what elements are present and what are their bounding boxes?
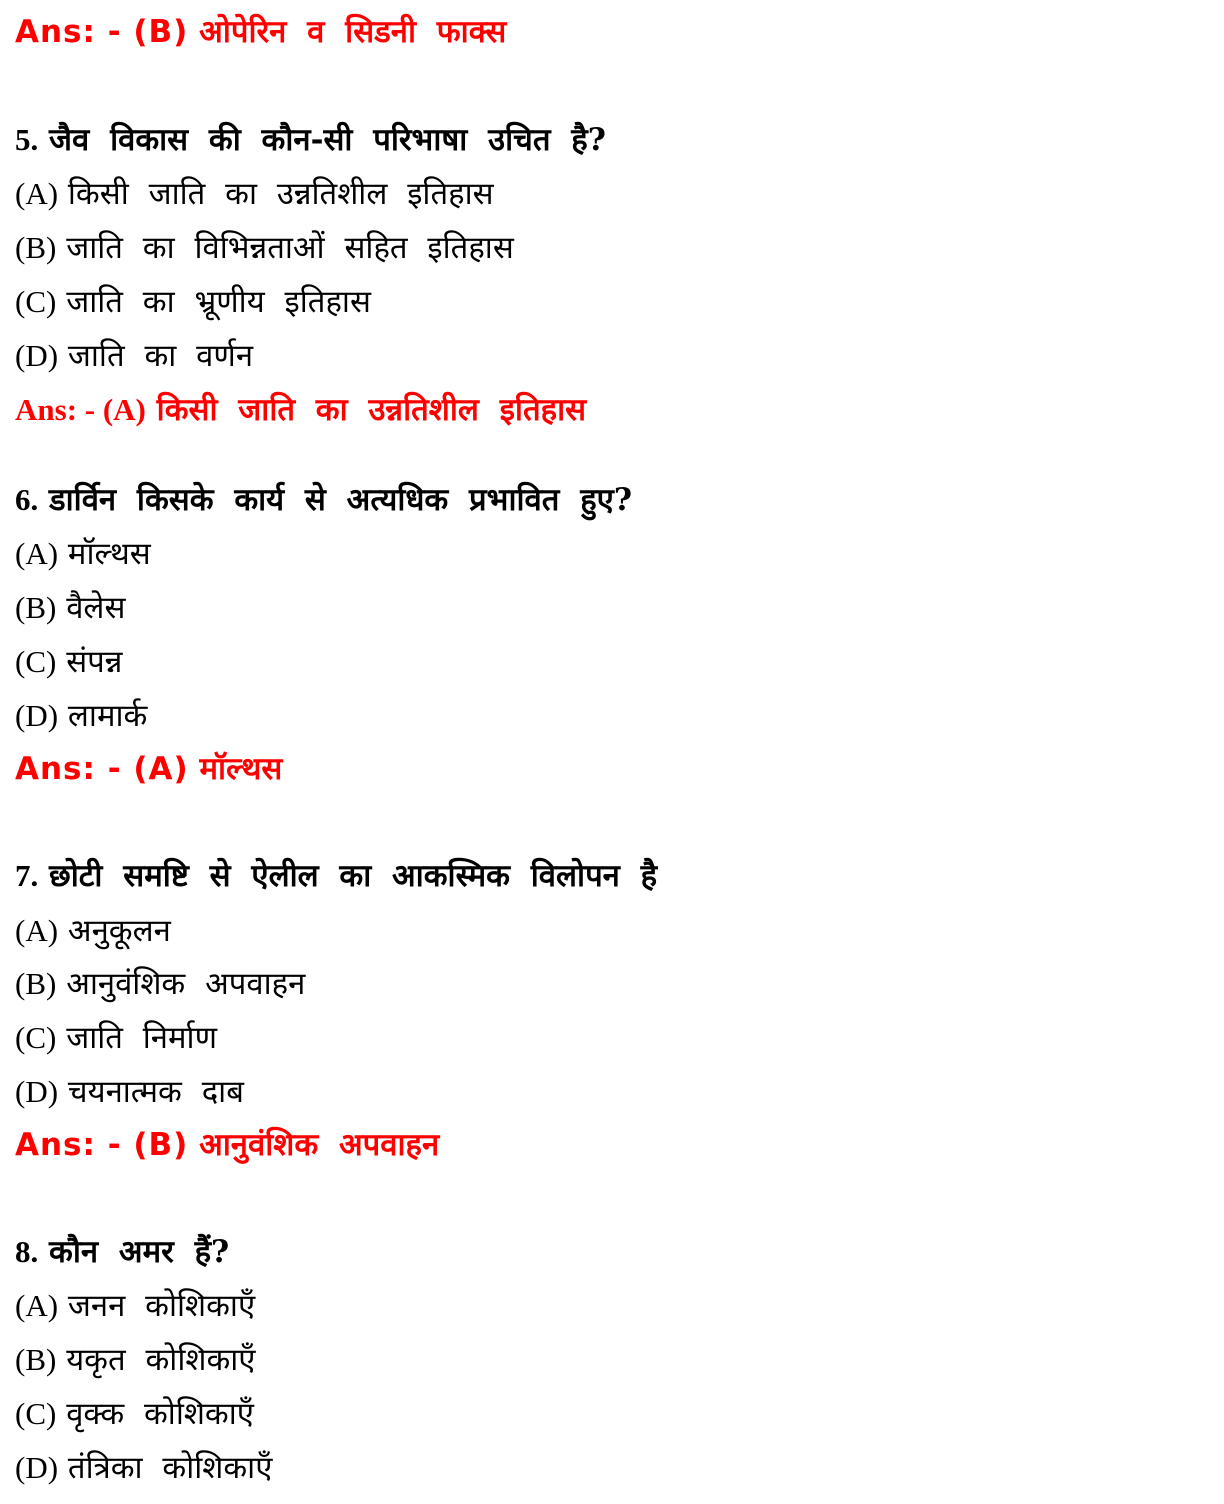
option-key: (A) <box>15 1288 59 1323</box>
question-text: डार्विन किसके कार्य से अत्यधिक प्रभावित हुए? <box>49 482 632 518</box>
option-b <box>15 228 514 268</box>
question-7 <box>15 856 657 896</box>
question-number: 6. <box>15 482 39 517</box>
option-key: (D) <box>15 698 59 733</box>
option-c <box>15 1394 254 1434</box>
option-key: (C) <box>15 284 57 319</box>
option-c <box>15 1018 217 1058</box>
option-d <box>15 1072 244 1112</box>
option-text: संपन्न <box>66 644 123 680</box>
option-text: जनन कोशिकाएँ <box>67 1288 256 1324</box>
option-key: (D) <box>15 1074 59 1109</box>
answer-text: ओपेरिन व सिडनी फाक्स <box>199 14 507 50</box>
option-key: (B) <box>15 230 57 265</box>
option-b <box>15 1340 255 1380</box>
option-key: (A) <box>15 536 59 571</box>
option-key: (B) <box>15 966 57 1001</box>
option-text: जाति का विभिन्नताओं सहित इतिहास <box>66 230 514 266</box>
question-number: 7. <box>15 858 39 893</box>
answer-text: आनुवंशिक अपवाहन <box>199 1127 440 1163</box>
answer-text: मॉल्थस <box>199 751 283 787</box>
answer-label: Ans: - (B) <box>15 14 189 50</box>
option-c <box>15 282 371 322</box>
option-key: (B) <box>15 1342 57 1377</box>
option-text: जाति का भ्रूणीय इतिहास <box>66 284 371 320</box>
option-text: अनुकूलन <box>67 913 171 949</box>
answer-text: किसी जाति का उन्नतिशील इतिहास <box>156 392 587 428</box>
option-text: तंत्रिका कोशिकाएँ <box>67 1450 273 1486</box>
option-c <box>15 642 122 682</box>
option-key: (B) <box>15 590 57 625</box>
option-key: (D) <box>15 1450 59 1485</box>
option-key: (C) <box>15 1396 57 1431</box>
option-text: वैलेस <box>66 590 126 626</box>
question-text: कौन अमर हैं? <box>49 1234 230 1270</box>
option-d <box>15 1448 272 1488</box>
answer-line <box>15 390 586 430</box>
answer-label: Ans: - (B) <box>15 1127 189 1163</box>
option-text: यकृत कोशिकाएँ <box>66 1342 256 1378</box>
answer-line <box>15 12 506 52</box>
question-8 <box>15 1232 229 1272</box>
option-key: (C) <box>15 644 57 679</box>
option-text: जाति का वर्णन <box>67 338 254 374</box>
answer-label: Ans: - (A) <box>15 751 189 787</box>
option-a <box>15 174 494 214</box>
option-text: चयनात्मक दाब <box>67 1074 244 1110</box>
option-d <box>15 696 147 736</box>
answer-line <box>15 749 282 789</box>
question-6 <box>15 480 632 520</box>
option-b <box>15 588 125 628</box>
question-text: छोटी समष्टि से ऐलील का आकस्मिक विलोपन है <box>49 858 658 894</box>
option-text: जाति निर्माण <box>66 1020 217 1056</box>
option-a <box>15 534 151 574</box>
option-key: (C) <box>15 1020 57 1055</box>
option-text: किसी जाति का उन्नतिशील इतिहास <box>67 176 494 212</box>
question-5 <box>15 120 606 160</box>
option-key: (A) <box>15 913 59 948</box>
answer-label: Ans: - (A) <box>15 392 146 427</box>
option-d <box>15 336 253 376</box>
option-text: आनुवंशिक अपवाहन <box>66 966 306 1002</box>
option-text: वृक्क कोशिकाएँ <box>66 1396 254 1432</box>
question-text: जैव विकास की कौन-सी परिभाषा उचित है? <box>49 122 606 158</box>
option-b <box>15 964 305 1004</box>
option-text: लामार्क <box>67 698 148 734</box>
option-key: (A) <box>15 176 59 211</box>
answer-line <box>15 1125 439 1165</box>
option-a <box>15 1286 255 1326</box>
question-number: 5. <box>15 122 39 157</box>
option-text: मॉल्थस <box>67 536 151 572</box>
option-a <box>15 911 171 951</box>
question-number: 8. <box>15 1234 39 1269</box>
option-key: (D) <box>15 338 59 373</box>
